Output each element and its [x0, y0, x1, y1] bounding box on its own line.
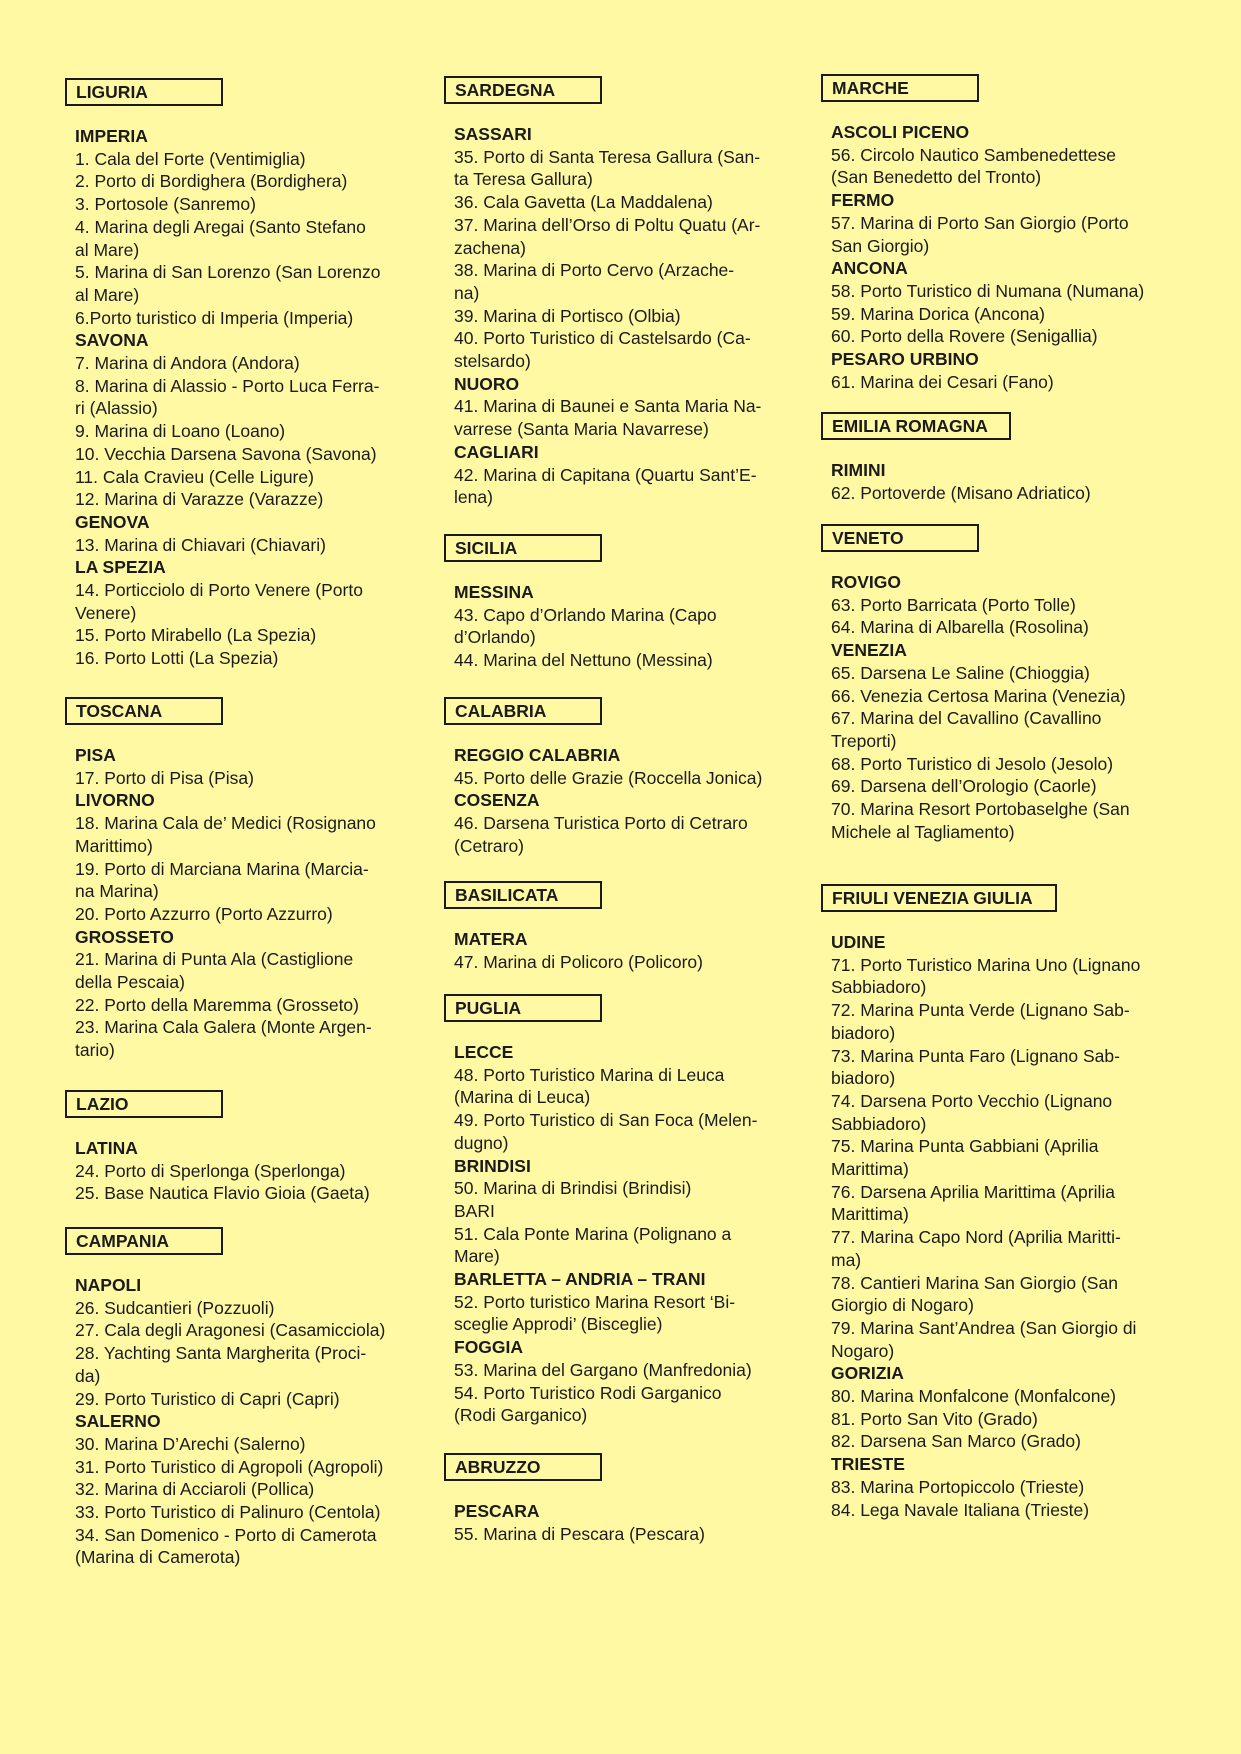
- marina-entry-line: 15. Porto Mirabello (La Spezia): [75, 625, 317, 646]
- marina-entry-line: 83. Marina Portopiccolo (Trieste): [831, 1476, 1085, 1497]
- marina-entry-line: 78. Cantieri Marina San Giorgio (San: [831, 1272, 1118, 1293]
- marina-entry-line: 29. Porto Turistico di Capri (Capri): [75, 1388, 340, 1409]
- marina-entry-line: Marittima): [831, 1204, 909, 1225]
- marina-entry-line: 9. Marina di Loano (Loano): [75, 421, 286, 442]
- marina-entry-line: 84. Lega Navale Italiana (Trieste): [831, 1499, 1090, 1520]
- province-heading: ANCONA: [831, 258, 908, 279]
- region-entries: [831, 121, 1144, 393]
- marina-entry-line: 76. Darsena Aprilia Marittima (Aprilia: [831, 1181, 1115, 1202]
- marina-entry-line: 59. Marina Dorica (Ancona): [831, 303, 1045, 324]
- province-heading: RIMINI: [831, 460, 886, 480]
- marina-entry-line: 20. Porto Azzurro (Porto Azzurro): [75, 903, 333, 924]
- marina-entry-line: 25. Base Nautica Flavio Gioia (Gaeta): [75, 1183, 370, 1204]
- marina-entry-line: 23. Marina Cala Galera (Monte Argen-: [75, 1017, 372, 1038]
- marina-entry-line: 47. Marina di Policoro (Policoro): [454, 951, 703, 972]
- region-entries: [454, 744, 762, 858]
- region-entries: [454, 1041, 757, 1427]
- region-header: LIGURIA: [65, 78, 223, 106]
- marina-entry-line: 77. Marina Capo Nord (Aprilia Maritti-: [831, 1227, 1121, 1248]
- province-heading: MESSINA: [454, 582, 534, 602]
- region-entries: [454, 581, 717, 672]
- region-header: FRIULI VENEZIA GIULIA: [821, 884, 1057, 912]
- marina-entry-line: 41. Marina di Baunei e Santa Maria Na-: [454, 396, 762, 417]
- marina-entry-line: varrese (Santa Maria Navarrese): [454, 419, 709, 440]
- province-heading: NUORO: [454, 373, 520, 394]
- province-heading: SALERNO: [75, 1411, 161, 1432]
- province-heading: IMPERIA: [75, 126, 148, 146]
- province-heading: LATINA: [75, 1138, 138, 1158]
- marina-entry-line: na Marina): [75, 881, 159, 902]
- region-header: MARCHE: [821, 74, 979, 102]
- marina-entry-line: 16. Porto Lotti (La Spezia): [75, 648, 279, 669]
- region-header: BASILICATA: [444, 881, 602, 909]
- marina-entry-line: 54. Porto Turistico Rodi Garganico: [454, 1382, 722, 1403]
- marina-entry-line: stelsardo): [454, 351, 531, 372]
- marina-entry-line: al Mare): [75, 239, 140, 260]
- province-heading: ROVIGO: [831, 572, 902, 592]
- marina-entry-line: 19. Porto di Marciana Marina (Marcia-: [75, 858, 369, 879]
- region-header: VENETO: [821, 524, 979, 552]
- province-heading: LA SPEZIA: [75, 557, 166, 578]
- marina-entry-line: da): [75, 1365, 101, 1386]
- region-entries: [75, 744, 376, 1062]
- province-heading: COSENZA: [454, 790, 540, 811]
- marina-entry-line: 71. Porto Turistico Marina Uno (Lignano: [831, 954, 1141, 975]
- marina-entry-line: na): [454, 282, 480, 303]
- marina-entry-line: 4. Marina degli Aregai (Santo Stefano: [75, 216, 366, 237]
- marina-entry-line: ri (Alassio): [75, 398, 158, 419]
- marina-entry-line: 79. Marina Sant’Andrea (San Giorgio di: [831, 1317, 1137, 1338]
- marina-entry-line: 26. Sudcantieri (Pozzuoli): [75, 1297, 275, 1318]
- marina-entry-line: 27. Cala degli Aragonesi (Casamicciola): [75, 1320, 386, 1341]
- marina-entry-line: 32. Marina di Acciaroli (Pollica): [75, 1479, 315, 1500]
- marina-entry-line: 38. Marina di Porto Cervo (Arzache-: [454, 260, 735, 281]
- province-heading: SASSARI: [454, 124, 532, 144]
- marina-entry-line: biadoro): [831, 1068, 896, 1089]
- region-header: TOSCANA: [65, 697, 223, 725]
- marina-entry-line: sceglie Approdi’ (Bisceglie): [454, 1314, 663, 1335]
- marina-entry-line: 33. Porto Turistico di Palinuro (Centola): [75, 1502, 381, 1523]
- marina-entry-line: 30. Marina D’Arechi (Salerno): [75, 1433, 306, 1454]
- province-heading: REGGIO CALABRIA: [454, 745, 621, 765]
- marina-entry-line: (Cetraro): [454, 835, 525, 856]
- province-heading: GROSSETO: [75, 926, 174, 947]
- province-heading: VENEZIA: [831, 640, 907, 661]
- marina-entry-line: 10. Vecchia Darsena Savona (Savona): [75, 443, 377, 464]
- marina-entry-line: 24. Porto di Sperlonga (Sperlonga): [75, 1160, 346, 1181]
- marina-entry-line: 18. Marina Cala de’ Medici (Rosignano: [75, 813, 376, 834]
- marina-entry-line: 8. Marina di Alassio - Porto Luca Ferra-: [75, 375, 380, 396]
- marina-entry-line: 5. Marina di San Lorenzo (San Lorenzo: [75, 262, 381, 283]
- marina-entry-line: 61. Marina dei Cesari (Fano): [831, 371, 1054, 392]
- marina-entry-line: 75. Marina Punta Gabbiani (Aprilia: [831, 1136, 1099, 1157]
- marina-entry-line: 28. Yachting Santa Margherita (Proci-: [75, 1343, 367, 1364]
- province-heading: LIVORNO: [75, 790, 155, 811]
- province-heading: BARLETTA – ANDRIA – TRANI: [454, 1269, 706, 1290]
- marina-entry-line: Sabbiadoro): [831, 1113, 927, 1134]
- marina-entry-line: 74. Darsena Porto Vecchio (Lignano: [831, 1090, 1113, 1111]
- marina-entry-line: 36. Cala Gavetta (La Maddalena): [454, 192, 713, 213]
- marina-entry-line: 11. Cala Cravieu (Celle Ligure): [75, 466, 314, 487]
- marina-entry-line: ma): [831, 1249, 862, 1270]
- marina-entry-line: 58. Porto Turistico di Numana (Numana): [831, 280, 1145, 301]
- marina-entry-line: Treporti): [831, 730, 897, 751]
- marina-entry-line: 62. Portoverde (Misano Adriatico): [831, 482, 1091, 503]
- marina-entry-line: 13. Marina di Chiavari (Chiavari): [75, 534, 326, 555]
- marina-entry-line: 53. Marina del Gargano (Manfredonia): [454, 1359, 752, 1380]
- marina-entry-line: (Marina di Camerota): [75, 1547, 241, 1568]
- marina-entry-line: (San Benedetto del Tronto): [831, 167, 1042, 188]
- marina-entry-line: Michele al Tagliamento): [831, 821, 1015, 842]
- marina-entry-line: 49. Porto Turistico di San Foca (Melen-: [454, 1110, 758, 1131]
- marina-entry-line: Marittimo): [75, 835, 153, 856]
- marina-entry-line: 72. Marina Punta Verde (Lignano Sab-: [831, 1000, 1130, 1021]
- province-heading: UDINE: [831, 932, 886, 952]
- province-heading: LECCE: [454, 1042, 514, 1062]
- marina-entry-line: d’Orlando): [454, 627, 536, 648]
- province-heading: FOGGIA: [454, 1337, 524, 1358]
- marina-entry-line: 2. Porto di Bordighera (Bordighera): [75, 171, 348, 192]
- marina-entry-line: Giorgio di Nogaro): [831, 1295, 974, 1316]
- marina-entry-line: BARI: [454, 1200, 495, 1221]
- marina-entry-line: dugno): [454, 1132, 509, 1153]
- province-heading: FERMO: [831, 190, 895, 211]
- marina-entry-line: 3. Portosole (Sanremo): [75, 194, 256, 215]
- marina-entry-line: 81. Porto San Vito (Grado): [831, 1408, 1038, 1429]
- marina-entry-line: 67. Marina del Cavallino (Cavallino: [831, 708, 1102, 729]
- marina-entry-line: 70. Marina Resort Portobaselghe (San: [831, 799, 1130, 820]
- marina-entry-line: 82. Darsena San Marco (Grado): [831, 1431, 1081, 1452]
- marina-entry-line: 63. Porto Barricata (Porto Tolle): [831, 594, 1076, 615]
- region-entries: [831, 571, 1130, 843]
- marina-entry-line: 7. Marina di Andora (Andora): [75, 353, 300, 374]
- marina-entry-line: tario): [75, 1040, 115, 1061]
- marina-entry-line: 68. Porto Turistico di Jesolo (Jesolo): [831, 753, 1114, 774]
- province-heading: NAPOLI: [75, 1275, 142, 1295]
- marina-entry-line: 17. Porto di Pisa (Pisa): [75, 767, 254, 788]
- marina-entry-line: 35. Porto di Santa Teresa Gallura (San-: [454, 146, 761, 167]
- marina-entry-line: al Mare): [75, 284, 140, 305]
- marina-entry-line: 31. Porto Turistico di Agropoli (Agropoli): [75, 1456, 384, 1477]
- province-heading: GENOVA: [75, 511, 150, 532]
- marina-entry-line: 12. Marina di Varazze (Varazze): [75, 489, 324, 510]
- marina-entry-line: 51. Cala Ponte Marina (Polignano a: [454, 1223, 732, 1244]
- marina-entry-line: zachena): [454, 237, 526, 258]
- province-heading: TRIESTE: [831, 1454, 905, 1475]
- region-entries: [454, 1500, 705, 1545]
- marina-entry-line: ta Teresa Gallura): [454, 169, 593, 190]
- marina-entry-line: 60. Porto della Rovere (Senigallia): [831, 326, 1098, 347]
- region-header: SARDEGNA: [444, 76, 602, 104]
- marina-entry-line: 66. Venezia Certosa Marina (Venezia): [831, 685, 1126, 706]
- province-heading: PESCARA: [454, 1501, 540, 1521]
- region-header: PUGLIA: [444, 994, 602, 1022]
- marina-entry-line: 80. Marina Monfalcone (Monfalcone): [831, 1386, 1117, 1407]
- region-header: EMILIA ROMAGNA: [821, 412, 1011, 440]
- province-heading: SAVONA: [75, 330, 149, 351]
- region-header: CALABRIA: [444, 697, 602, 725]
- marina-entry-line: 37. Marina dell’Orso di Poltu Quatu (Ar-: [454, 214, 761, 235]
- region-entries: [75, 1137, 370, 1205]
- region-header: SICILIA: [444, 534, 602, 562]
- marina-entry-line: 21. Marina di Punta Ala (Castiglione: [75, 949, 354, 970]
- marina-entry-line: 69. Darsena dell’Orologio (Caorle): [831, 776, 1097, 797]
- marina-entry-line: della Pescaia): [75, 972, 185, 993]
- marina-entry-line: San Giorgio): [831, 235, 930, 256]
- marina-entry-line: (Marina di Leuca): [454, 1087, 591, 1108]
- province-heading: CAGLIARI: [454, 441, 539, 462]
- region-entries: [75, 1274, 385, 1569]
- marina-entry-line: 52. Porto turistico Marina Resort ‘Bi-: [454, 1291, 736, 1312]
- region-entries: [454, 123, 761, 509]
- marina-entry-line: 14. Porticciolo di Porto Venere (Porto: [75, 580, 363, 601]
- marina-entry-line: 43. Capo d’Orlando Marina (Capo: [454, 604, 717, 625]
- province-heading: PESARO URBINO: [831, 349, 979, 370]
- marina-entry-line: 39. Marina di Portisco (Olbia): [454, 305, 681, 326]
- region-header: ABRUZZO: [444, 1453, 602, 1481]
- marina-entry-line: 48. Porto Turistico Marina di Leuca: [454, 1064, 725, 1085]
- marina-entry-line: biadoro): [831, 1022, 896, 1043]
- marina-entry-line: 42. Marina di Capitana (Quartu Sant’E-: [454, 464, 757, 485]
- marina-entry-line: 55. Marina di Pescara (Pescara): [454, 1523, 705, 1544]
- marina-entry-line: 22. Porto della Maremma (Grosseto): [75, 994, 359, 1015]
- marina-entry-line: 56. Circolo Nautico Sambenedettese: [831, 144, 1117, 165]
- region-entries: [831, 459, 1091, 504]
- region-entries: [75, 125, 380, 670]
- region-entries: [454, 928, 703, 973]
- region-header: CAMPANIA: [65, 1227, 223, 1255]
- marina-entry-line: 6.Porto turistico di Imperia (Imperia): [75, 307, 354, 328]
- marina-entry-line: 73. Marina Punta Faro (Lignano Sab-: [831, 1045, 1120, 1066]
- marina-entry-line: Marittima): [831, 1159, 909, 1180]
- region-entries: [831, 931, 1140, 1521]
- marina-entry-line: 65. Darsena Le Saline (Chioggia): [831, 662, 1090, 683]
- marina-entry-line: Mare): [454, 1246, 500, 1267]
- marina-entry-line: 34. San Domenico - Porto di Camerota: [75, 1524, 377, 1545]
- marina-entry-line: 64. Marina di Albarella (Rosolina): [831, 617, 1089, 638]
- marina-entry-line: Venere): [75, 602, 137, 623]
- province-heading: MATERA: [454, 929, 528, 949]
- marina-entry-line: Sabbiadoro): [831, 977, 927, 998]
- marina-entry-line: lena): [454, 487, 493, 508]
- marina-entry-line: 40. Porto Turistico di Castelsardo (Ca-: [454, 328, 751, 349]
- marina-entry-line: 46. Darsena Turistica Porto di Cetraro: [454, 813, 748, 834]
- province-heading: PISA: [75, 745, 116, 765]
- province-heading: GORIZIA: [831, 1363, 904, 1384]
- marina-entry-line: (Rodi Garganico): [454, 1405, 588, 1426]
- marina-entry-line: 57. Marina di Porto San Giorgio (Porto: [831, 212, 1129, 233]
- region-header: LAZIO: [65, 1090, 223, 1118]
- marina-entry-line: 45. Porto delle Grazie (Roccella Jonica): [454, 767, 763, 788]
- marina-entry-line: Nogaro): [831, 1340, 895, 1361]
- marina-entry-line: 1. Cala del Forte (Ventimiglia): [75, 148, 306, 169]
- province-heading: ASCOLI PICENO: [831, 122, 970, 142]
- marina-entry-line: 50. Marina di Brindisi (Brindisi): [454, 1178, 692, 1199]
- province-heading: BRINDISI: [454, 1155, 531, 1176]
- marina-entry-line: 44. Marina del Nettuno (Messina): [454, 650, 713, 671]
